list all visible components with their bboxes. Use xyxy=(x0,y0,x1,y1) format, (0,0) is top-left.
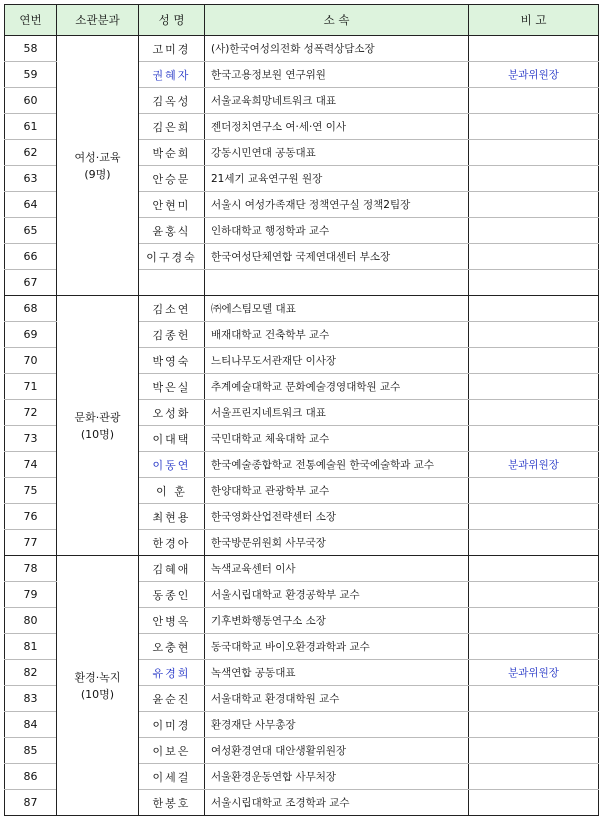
member-name: 이대택 xyxy=(139,426,205,452)
member-affiliation: 녹색교육센터 이사 xyxy=(205,556,469,582)
table-header-row xyxy=(5,5,599,36)
member-note xyxy=(469,192,599,218)
group-count: (9명) xyxy=(84,167,111,181)
group-name: 문화·관광 xyxy=(74,410,121,424)
row-number: 72 xyxy=(5,400,57,426)
member-name: 김종헌 xyxy=(139,322,205,348)
member-note xyxy=(469,244,599,270)
member-name: 김혜애 xyxy=(139,556,205,582)
member-note xyxy=(469,608,599,634)
member-name: 윤홍식 xyxy=(139,218,205,244)
member-note xyxy=(469,790,599,816)
member-name: 이보은 xyxy=(139,738,205,764)
row-number: 61 xyxy=(5,114,57,140)
row-number: 86 xyxy=(5,764,57,790)
row-number: 60 xyxy=(5,88,57,114)
member-name: 이동연 xyxy=(139,452,205,478)
member-name: 동종인 xyxy=(139,582,205,608)
member-affiliation: 강동시민연대 공동대표 xyxy=(205,140,469,166)
member-note xyxy=(469,114,599,140)
member-affiliation: 동국대학교 바이오환경과학과 교수 xyxy=(205,634,469,660)
member-name: 안현미 xyxy=(139,192,205,218)
member-note xyxy=(469,140,599,166)
member-affiliation: 서울환경운동연합 사무처장 xyxy=(205,764,469,790)
row-number: 84 xyxy=(5,712,57,738)
member-note xyxy=(469,686,599,712)
row-number: 78 xyxy=(5,556,57,582)
member-note xyxy=(469,36,599,62)
member-name: 이구경숙 xyxy=(139,244,205,270)
member-name: 안병옥 xyxy=(139,608,205,634)
member-name: 김은희 xyxy=(139,114,205,140)
member-note xyxy=(469,530,599,556)
row-number: 66 xyxy=(5,244,57,270)
member-affiliation: 느티나무도서관재단 이사장 xyxy=(205,348,469,374)
member-affiliation: 한국영화산업전략센터 소장 xyxy=(205,504,469,530)
member-affiliation: 한국고용정보원 연구위원 xyxy=(205,62,469,88)
row-number: 67 xyxy=(5,270,57,296)
row-number: 79 xyxy=(5,582,57,608)
member-note xyxy=(469,478,599,504)
group-count: (10명) xyxy=(80,427,115,441)
member-name: 윤순진 xyxy=(139,686,205,712)
member-name: 오충현 xyxy=(139,634,205,660)
member-note xyxy=(469,218,599,244)
row-number: 62 xyxy=(5,140,57,166)
row-number: 65 xyxy=(5,218,57,244)
member-name: 박영숙 xyxy=(139,348,205,374)
group-count: (10명) xyxy=(80,687,115,701)
member-affiliation: 여성환경연대 대안생활위원장 xyxy=(205,738,469,764)
member-affiliation: 녹색연합 공동대표 xyxy=(205,660,469,686)
member-name: 박순희 xyxy=(139,140,205,166)
group-cell xyxy=(57,556,139,816)
member-note: 분과위원장 xyxy=(469,62,599,88)
row-number: 82 xyxy=(5,660,57,686)
member-note xyxy=(469,348,599,374)
member-note: 분과위원장 xyxy=(469,452,599,478)
member-affiliation: 한국여성단체연합 국제연대센터 부소장 xyxy=(205,244,469,270)
member-affiliation xyxy=(205,270,469,296)
member-affiliation: 서울시립대학교 환경공학부 교수 xyxy=(205,582,469,608)
member-note xyxy=(469,88,599,114)
group-cell xyxy=(57,296,139,556)
table-row xyxy=(5,36,599,62)
member-note xyxy=(469,270,599,296)
table-body xyxy=(5,36,599,816)
group-name: 여성·교육 xyxy=(74,150,121,164)
row-number: 64 xyxy=(5,192,57,218)
row-number: 85 xyxy=(5,738,57,764)
member-affiliation: 환경재단 사무총장 xyxy=(205,712,469,738)
member-name: 고미경 xyxy=(139,36,205,62)
row-number: 63 xyxy=(5,166,57,192)
member-note xyxy=(469,426,599,452)
member-affiliation: (사)한국여성의전화 성폭력상담소장 xyxy=(205,36,469,62)
row-number: 87 xyxy=(5,790,57,816)
group-cell xyxy=(57,36,139,296)
member-affiliation: 21세기 교육연구원 원장 xyxy=(205,166,469,192)
table-row xyxy=(5,296,599,322)
member-affiliation: 한국예술종합학교 전통예술원 한국예술학과 교수 xyxy=(205,452,469,478)
member-affiliation: ㈜에스팀모델 대표 xyxy=(205,296,469,322)
row-number: 76 xyxy=(5,504,57,530)
member-affiliation: 젠더정치연구소 여·세·연 이사 xyxy=(205,114,469,140)
row-number: 77 xyxy=(5,530,57,556)
member-note xyxy=(469,504,599,530)
member-name: 안승문 xyxy=(139,166,205,192)
member-name: 한봉호 xyxy=(139,790,205,816)
member-name: 이미경 xyxy=(139,712,205,738)
header-group: 소관분과 xyxy=(57,5,139,36)
row-number: 74 xyxy=(5,452,57,478)
member-note xyxy=(469,166,599,192)
table-row xyxy=(5,556,599,582)
member-name: 이 훈 xyxy=(139,478,205,504)
member-affiliation: 추계예술대학교 문화예술경영대학원 교수 xyxy=(205,374,469,400)
member-name: 김옥성 xyxy=(139,88,205,114)
member-note xyxy=(469,764,599,790)
row-number: 83 xyxy=(5,686,57,712)
member-affiliation: 인하대학교 행정학과 교수 xyxy=(205,218,469,244)
member-name: 이세걸 xyxy=(139,764,205,790)
header-affiliation: 소 속 xyxy=(205,5,469,36)
row-number: 68 xyxy=(5,296,57,322)
member-name: 한경아 xyxy=(139,530,205,556)
member-affiliation: 서울프린지네트워크 대표 xyxy=(205,400,469,426)
member-note xyxy=(469,322,599,348)
row-number: 80 xyxy=(5,608,57,634)
member-affiliation: 서울교육희망네트워크 대표 xyxy=(205,88,469,114)
member-name xyxy=(139,270,205,296)
member-affiliation: 서울대학교 환경대학원 교수 xyxy=(205,686,469,712)
member-note xyxy=(469,582,599,608)
member-note xyxy=(469,400,599,426)
member-name: 박은실 xyxy=(139,374,205,400)
row-number: 73 xyxy=(5,426,57,452)
member-name: 김소연 xyxy=(139,296,205,322)
member-name: 유경희 xyxy=(139,660,205,686)
member-note xyxy=(469,374,599,400)
row-number: 58 xyxy=(5,36,57,62)
member-note xyxy=(469,296,599,322)
member-name: 오성화 xyxy=(139,400,205,426)
member-note xyxy=(469,712,599,738)
member-note xyxy=(469,634,599,660)
row-number: 75 xyxy=(5,478,57,504)
member-affiliation: 국민대학교 체육대학 교수 xyxy=(205,426,469,452)
member-affiliation: 배재대학교 건축학부 교수 xyxy=(205,322,469,348)
header-name: 성 명 xyxy=(139,5,205,36)
member-note xyxy=(469,556,599,582)
row-number: 81 xyxy=(5,634,57,660)
row-number: 59 xyxy=(5,62,57,88)
row-number: 71 xyxy=(5,374,57,400)
header-no: 연번 xyxy=(5,5,57,36)
group-name: 환경·녹지 xyxy=(74,670,121,684)
member-note: 분과위원장 xyxy=(469,660,599,686)
member-name: 최현용 xyxy=(139,504,205,530)
row-number: 69 xyxy=(5,322,57,348)
member-affiliation: 서울시립대학교 조경학과 교수 xyxy=(205,790,469,816)
member-table xyxy=(4,4,599,816)
member-name: 권혜자 xyxy=(139,62,205,88)
member-affiliation: 기후변화행동연구소 소장 xyxy=(205,608,469,634)
member-affiliation: 한국방문위원회 사무국장 xyxy=(205,530,469,556)
header-note: 비 고 xyxy=(469,5,599,36)
member-note xyxy=(469,738,599,764)
member-affiliation: 한양대학교 관광학부 교수 xyxy=(205,478,469,504)
row-number: 70 xyxy=(5,348,57,374)
member-affiliation: 서울시 여성가족재단 정책연구실 정책2팀장 xyxy=(205,192,469,218)
